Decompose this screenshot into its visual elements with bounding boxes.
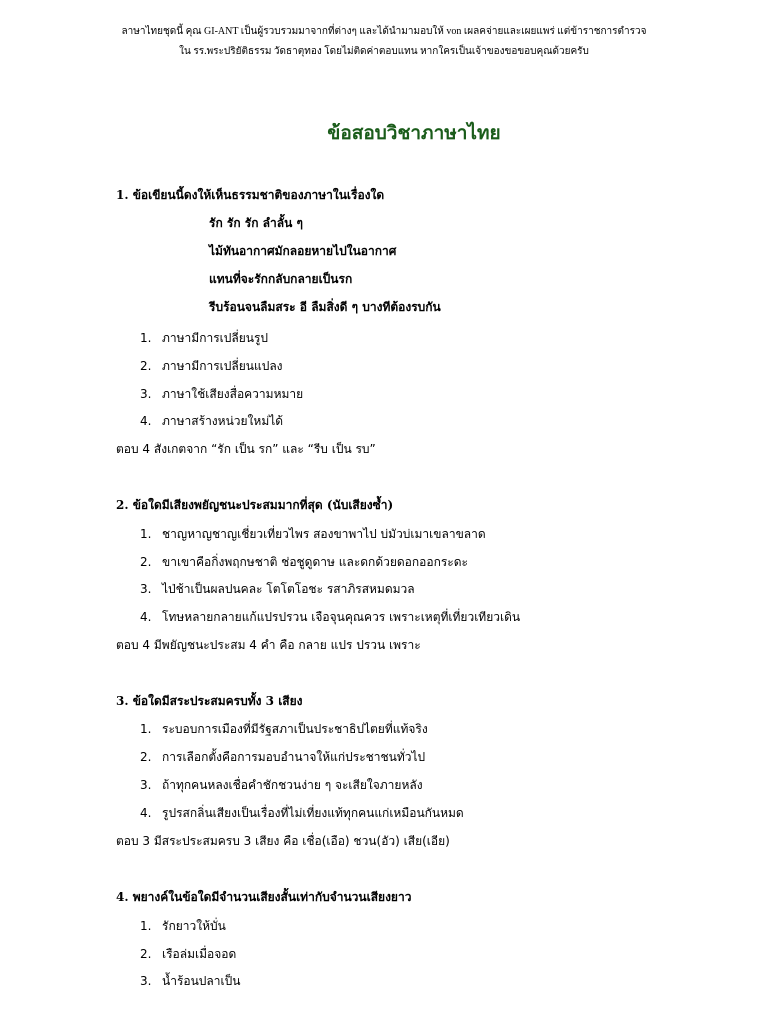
question-2-answer: ตอบ 4 มีพยัญชนะประสม 4 คำ คือ กลาย แปร ปรวน เพราะ — [116, 638, 421, 652]
question-1-poem-line: ไม้ทันอากาศมักลอยหายไปในอากาศ — [209, 244, 397, 258]
choice-number: 1. — [140, 527, 152, 541]
question-1-choice-2 — [140, 357, 283, 376]
question-4-choice-3 — [140, 972, 240, 991]
question-1-poem-line: รีบร้อนจนลืมสระ อี ลืมสิ่งดี ๆ บางทีต้องรบกัน — [209, 300, 441, 314]
choice-number: 2. — [140, 555, 152, 569]
question-2-choice-4 — [140, 608, 520, 627]
choice-number: 2. — [140, 947, 152, 961]
question-2-choice-3 — [140, 580, 415, 599]
question-1-poem-line: แทนที่จะรักกลับกลายเป็นรก — [209, 272, 353, 286]
choice-text: โทษหลายกลายแก้แปรปรวน เจือจุนคุณควร เพราะเหตุที่เที่ยวเทียวเดิน — [162, 610, 521, 624]
choice-text: ภาษามีการเปลี่ยนรูป — [162, 331, 269, 345]
choice-text: ภาษามีการเปลี่ยนแปลง — [162, 359, 283, 373]
choice-number: 4. — [140, 610, 152, 624]
choice-text: ขาเขาคือกิ่งพฤกษชาติ ช่อชูดูดาษ และดกด้วยดอกออกระดะ — [162, 555, 468, 569]
question-1-choice-3 — [140, 385, 303, 404]
choice-number: 1. — [140, 919, 152, 933]
question-4-title: 4. พยางค์ในข้อใดมีจำนวนเสียงสั้นเท่ากับจำนวนเสียงยาว — [116, 890, 412, 904]
header-note — [0, 22, 768, 62]
choice-text: ภาษาใช้เสียงสื่อความหมาย — [162, 387, 304, 401]
choice-number: 3. — [140, 974, 152, 988]
question-2-choice-1 — [140, 525, 486, 544]
choice-text: ชาญหาญชาญเชี่ยวเที่ยวไพร สองขาพาไป บ่มัวบ่เมาเขลาขลาด — [162, 527, 486, 541]
choice-text: น้ำร้อนปลาเป็น — [162, 974, 241, 988]
question-4-choice-1 — [140, 917, 226, 936]
question-1-choice-1 — [140, 329, 268, 348]
question-1-choice-4 — [140, 412, 283, 431]
choice-number: 4. — [140, 806, 152, 820]
question-2-choice-2 — [140, 553, 468, 572]
choice-text: รูปรสกลิ่นเสียงเป็นเรื่องที่ไม่เที่ยงแท้ทุกคนแก่เหมือนกันหมด — [162, 806, 464, 820]
choice-text: ไป่ช้าเป็นผลปนคละ โตโตโอชะ รสาภิรสหมดมวล — [162, 582, 415, 596]
choice-number: 3. — [140, 778, 152, 792]
choice-number: 3. — [140, 387, 152, 401]
question-3-answer: ตอบ 3 มีสระประสมครบ 3 เสียง คือ เชื่อ(เอือ) ชวน(อัว) เสีย(เอีย) — [116, 834, 450, 848]
choice-number: 2. — [140, 359, 152, 373]
choice-text: ระบอบการเมืองที่มีรัฐสภาเป็นประชาธิปไตยที่แท้จริง — [162, 722, 428, 736]
choice-number: 1. — [140, 331, 152, 345]
question-3-title: 3. ข้อใดมีสระประสมครบทั้ง 3 เสียง — [116, 694, 303, 708]
question-3-choice-2 — [140, 748, 425, 767]
choice-text: การเลือกตั้งคือการมอบอำนาจให้แก่ประชาชนทั่วไป — [162, 750, 426, 764]
question-1-title: 1. ข้อเขียนนี้ดงให้เห็นธรรมชาติของภาษาในเรื่องใด — [116, 188, 385, 202]
choice-text: ภาษาสร้างหน่วยใหม่ได้ — [162, 414, 284, 428]
question-1-poem-line: รัก รัก รัก ลำลั้น ๆ — [209, 216, 303, 230]
choice-number: 3. — [140, 582, 152, 596]
page-title: ข้อสอบวิชาภาษาไทย — [327, 122, 501, 144]
question-4-choice-2 — [140, 945, 236, 964]
choice-number: 4. — [140, 414, 152, 428]
choice-number: 2. — [140, 750, 152, 764]
choice-text: ถ้าทุกคนหลงเชื่อคำชักชวนง่าย ๆ จะเสียใจภายหลัง — [162, 778, 423, 792]
question-3-choice-1 — [140, 720, 428, 739]
choice-text: รักยาวให้บั่น — [162, 919, 226, 933]
question-3-choice-3 — [140, 776, 423, 795]
choice-text: เรือล่มเมื่อจอด — [162, 947, 237, 961]
question-1-answer: ตอบ 4 สังเกตจาก “รัก เป็น รก” และ “รีบ เป็น รบ” — [116, 442, 376, 456]
choice-number: 1. — [140, 722, 152, 736]
question-2-title: 2. ข้อใดมีเสียงพยัญชนะประสมมากที่สุด (นับเสียงซ้ำ) — [116, 498, 394, 512]
header-line-1: ลาษาไทยชุดนี้ คุณ GI-ANT เป็นผู้รวบรวมมาจากที่ต่างๆ และได้นำมามอบให้ von เผลคจ่ายและเผยแพร่ แต่ข้าราชการตำรวจ — [121, 26, 647, 37]
question-3-choice-4 — [140, 804, 464, 823]
header-line-2: ใน รร.พระปริยัติธรรม วัดธาตุทอง โดยไม่ติดค่าตอบแทน หากใครเป็นเจ้าของขอขอบคุณด้วยครับ — [179, 46, 589, 57]
